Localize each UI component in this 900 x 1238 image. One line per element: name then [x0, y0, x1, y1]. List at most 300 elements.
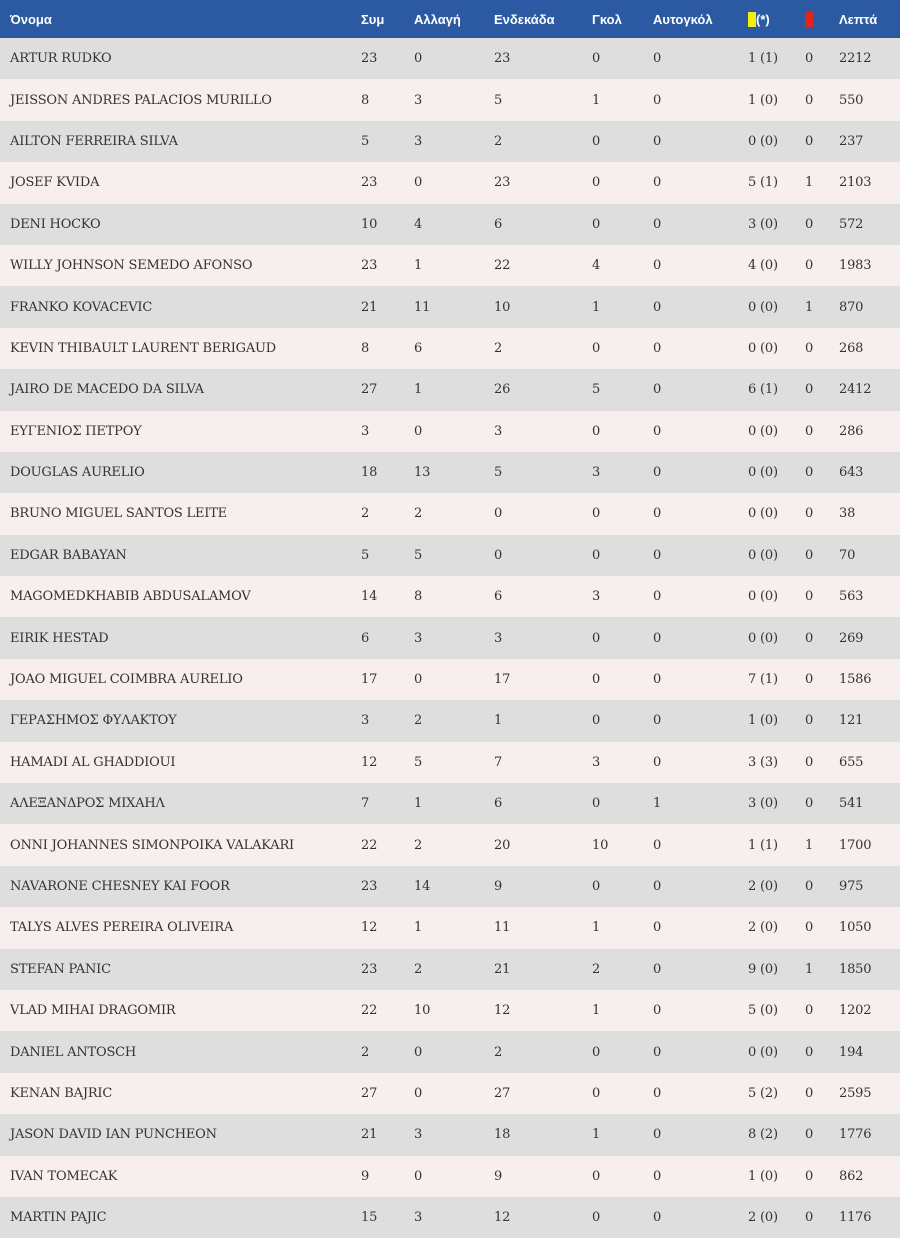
player-minutes: 862	[839, 1168, 864, 1184]
player-goals: 2	[592, 961, 601, 977]
player-red-cards: 0	[805, 1127, 814, 1143]
player-apps: 6	[361, 630, 370, 646]
table-row	[0, 369, 900, 410]
player-own-goals: 0	[653, 589, 662, 605]
player-apps: 3	[361, 423, 370, 439]
player-subs: 6	[414, 340, 423, 356]
player-red-cards: 0	[805, 672, 814, 688]
player-yellow-cards: 0 (0)	[748, 506, 778, 522]
player-goals: 1	[592, 92, 601, 108]
player-own-goals: 0	[653, 754, 662, 770]
player-yellow-cards: 6 (1)	[748, 382, 778, 398]
player-starts: 2	[494, 133, 503, 149]
player-goals: 0	[592, 713, 601, 729]
player-subs: 2	[414, 713, 423, 729]
player-minutes: 2412	[839, 382, 872, 398]
table-row	[0, 245, 900, 286]
player-apps: 8	[361, 340, 370, 356]
player-red-cards: 0	[805, 465, 814, 481]
player-own-goals: 0	[653, 1210, 662, 1226]
player-red-cards: 0	[805, 920, 814, 936]
red-card-icon	[805, 12, 813, 27]
player-own-goals: 0	[653, 879, 662, 894]
player-apps: 17	[361, 672, 378, 688]
table-row	[0, 1156, 900, 1197]
player-name[interactable]: JAIRO DE MACEDO DA SILVA	[10, 382, 204, 398]
player-name[interactable]: JASON DAVID IAN PUNCHEON	[10, 1127, 217, 1143]
player-subs: 1	[414, 382, 423, 398]
player-minutes: 121	[839, 713, 864, 729]
player-yellow-cards: 0 (0)	[748, 547, 778, 563]
player-subs: 0	[414, 175, 423, 191]
player-name[interactable]: HAMADI AL GHADDIOUI	[10, 754, 176, 770]
player-red-cards: 0	[805, 92, 814, 108]
player-red-cards: 0	[805, 547, 814, 563]
player-subs: 3	[414, 1210, 423, 1226]
table-row	[0, 535, 900, 576]
player-yellow-cards: 2 (0)	[748, 879, 778, 894]
player-subs: 4	[414, 216, 423, 232]
player-starts: 20	[494, 837, 511, 853]
player-goals: 10	[592, 837, 609, 853]
player-apps: 23	[361, 51, 378, 67]
player-red-cards: 0	[805, 340, 814, 356]
player-yellow-cards: 4 (0)	[748, 258, 778, 274]
player-apps: 18	[361, 465, 378, 481]
player-red-cards: 0	[805, 133, 814, 149]
player-yellow-cards: 1 (0)	[748, 1168, 778, 1184]
player-goals: 0	[592, 340, 601, 356]
player-name[interactable]: KEVIN THIBAULT LAURENT BERIGAUD	[10, 340, 277, 356]
player-goals: 1	[592, 1127, 601, 1143]
player-starts: 0	[494, 506, 503, 522]
player-name[interactable]: DENI HOCKO	[10, 216, 101, 232]
player-goals: 0	[592, 630, 601, 646]
player-own-goals: 0	[653, 175, 662, 191]
header-minutes[interactable]: Λεπτά	[839, 11, 878, 27]
player-subs: 1	[414, 258, 423, 274]
player-yellow-cards: 1 (1)	[748, 51, 778, 67]
player-subs: 0	[414, 1044, 423, 1060]
table-body	[0, 38, 900, 1238]
player-minutes: 563	[839, 589, 864, 605]
header-yellow-cards[interactable]	[748, 0, 805, 38]
player-own-goals: 0	[653, 1003, 662, 1019]
table-row	[0, 38, 900, 79]
player-goals: 0	[592, 672, 601, 688]
player-subs: 5	[414, 754, 423, 770]
table-row	[0, 700, 900, 741]
player-name[interactable]: FRANKO KOVACEVIC	[10, 299, 153, 315]
player-goals: 0	[592, 1044, 601, 1060]
player-minutes: 550	[839, 92, 864, 108]
player-yellow-cards: 5 (1)	[748, 175, 778, 191]
player-name[interactable]: MAGOMEDKHABIB ABDUSALAMOV	[10, 589, 251, 605]
player-subs: 1	[414, 796, 423, 812]
player-starts: 6	[494, 796, 503, 812]
header-starts[interactable]: Ενδεκάδα	[494, 11, 555, 27]
player-own-goals: 0	[653, 1085, 662, 1101]
player-yellow-cards: 1 (0)	[748, 92, 778, 108]
player-name[interactable]: JOSEF KVIDA	[10, 175, 100, 191]
player-goals: 3	[592, 589, 601, 605]
player-red-cards: 0	[805, 713, 814, 729]
player-name[interactable]: BRUNO MIGUEL SANTOS LEITE	[10, 506, 227, 522]
player-name[interactable]: EIRIK HESTAD	[10, 630, 109, 646]
player-minutes: 269	[839, 630, 864, 646]
player-own-goals: 0	[653, 92, 662, 108]
player-starts: 1	[494, 713, 503, 729]
player-apps: 27	[361, 382, 378, 398]
player-own-goals: 0	[653, 299, 662, 315]
player-minutes: 541	[839, 796, 864, 812]
table-row	[0, 1031, 900, 1072]
player-red-cards: 1	[805, 961, 814, 977]
player-own-goals: 0	[653, 51, 662, 67]
player-goals: 0	[592, 1210, 601, 1226]
player-red-cards: 0	[805, 216, 814, 232]
table-row	[0, 411, 900, 452]
player-starts: 23	[494, 51, 511, 67]
player-yellow-cards: 3 (0)	[748, 796, 778, 812]
player-yellow-cards: 5 (0)	[748, 1003, 778, 1019]
player-yellow-cards: 3 (3)	[748, 754, 778, 770]
player-red-cards: 0	[805, 754, 814, 770]
player-minutes: 2595	[839, 1085, 872, 1101]
player-goals: 1	[592, 920, 601, 936]
player-subs: 2	[414, 837, 423, 853]
player-goals: 0	[592, 216, 601, 232]
player-yellow-cards: 0 (0)	[748, 133, 778, 149]
player-apps: 7	[361, 796, 370, 812]
header-subs[interactable]: Αλλαγή	[414, 11, 461, 27]
player-red-cards: 1	[805, 175, 814, 191]
player-red-cards: 0	[805, 382, 814, 398]
player-red-cards: 0	[805, 1210, 814, 1226]
player-own-goals: 0	[653, 713, 662, 729]
table-row	[0, 990, 900, 1031]
player-minutes: 1176	[839, 1210, 872, 1226]
table-row	[0, 659, 900, 700]
header-yellow-suffix: (*)	[756, 11, 770, 27]
player-name[interactable]: AILTON FERREIRA SILVA	[10, 133, 178, 149]
player-yellow-cards: 2 (0)	[748, 920, 778, 936]
player-red-cards: 0	[805, 423, 814, 439]
player-apps: 23	[361, 879, 378, 894]
player-subs: 8	[414, 589, 423, 605]
table-row	[0, 949, 900, 990]
player-subs: 3	[414, 630, 423, 646]
player-yellow-cards: 8 (2)	[748, 1127, 778, 1143]
player-name[interactable]: VLAD MIHAI DRAGOMIR	[10, 1003, 176, 1019]
player-subs: 5	[414, 547, 423, 563]
player-apps: 10	[361, 216, 378, 232]
table-row	[0, 1197, 900, 1238]
player-yellow-cards: 1 (1)	[748, 837, 778, 853]
table-row	[0, 576, 900, 617]
player-minutes: 268	[839, 340, 864, 356]
player-starts: 11	[494, 920, 511, 936]
player-subs: 13	[414, 465, 431, 481]
player-goals: 0	[592, 1085, 601, 1101]
player-yellow-cards: 2 (0)	[748, 1210, 778, 1226]
player-goals: 3	[592, 465, 601, 481]
player-yellow-cards: 3 (0)	[748, 216, 778, 232]
player-apps: 21	[361, 1127, 378, 1143]
player-goals: 0	[592, 175, 601, 191]
player-subs: 2	[414, 961, 423, 977]
player-starts: 26	[494, 382, 511, 398]
player-red-cards: 0	[805, 506, 814, 522]
player-name[interactable]: ΑΛΕΞΑΝΔΡΟΣ ΜΙΧΑΗΛ	[10, 796, 165, 812]
player-own-goals: 0	[653, 837, 662, 853]
player-minutes: 38	[839, 506, 856, 522]
player-red-cards: 0	[805, 879, 814, 894]
player-starts: 5	[494, 92, 503, 108]
player-name[interactable]: DANIEL ANTOSCH	[10, 1044, 137, 1060]
yellow-card-icon	[748, 12, 756, 27]
player-apps: 12	[361, 920, 378, 936]
table-row	[0, 907, 900, 948]
player-starts: 10	[494, 299, 511, 315]
table-row	[0, 204, 900, 245]
player-subs: 3	[414, 1127, 423, 1143]
player-yellow-cards: 1 (0)	[748, 713, 778, 729]
player-goals: 0	[592, 51, 601, 67]
player-minutes: 286	[839, 423, 864, 439]
player-own-goals: 0	[653, 630, 662, 646]
player-starts: 12	[494, 1210, 511, 1226]
player-goals: 1	[592, 299, 601, 315]
player-subs: 0	[414, 423, 423, 439]
player-goals: 3	[592, 754, 601, 770]
player-yellow-cards: 0 (0)	[748, 299, 778, 315]
table-row	[0, 742, 900, 783]
player-yellow-cards: 0 (0)	[748, 423, 778, 439]
player-subs: 3	[414, 133, 423, 149]
player-starts: 9	[494, 879, 503, 894]
player-red-cards: 0	[805, 630, 814, 646]
player-yellow-cards: 7 (1)	[748, 672, 778, 688]
player-name[interactable]: NAVARONE CHESNEY KAI FOOR	[10, 879, 230, 894]
player-starts: 12	[494, 1003, 511, 1019]
player-subs: 0	[414, 672, 423, 688]
player-minutes: 70	[839, 547, 856, 563]
player-yellow-cards: 5 (2)	[748, 1085, 778, 1101]
player-starts: 9	[494, 1168, 503, 1184]
player-subs: 1	[414, 920, 423, 936]
player-own-goals: 0	[653, 465, 662, 481]
table-row	[0, 1073, 900, 1114]
table-row	[0, 121, 900, 162]
player-minutes: 2212	[839, 51, 872, 67]
player-name[interactable]: TALYS ALVES PEREIRA OLIVEIRA	[10, 920, 234, 936]
header-apps[interactable]: Συμ	[361, 11, 385, 27]
player-red-cards: 0	[805, 1044, 814, 1060]
player-red-cards: 1	[805, 837, 814, 853]
player-minutes: 1202	[839, 1003, 872, 1019]
player-minutes: 643	[839, 465, 864, 481]
player-own-goals: 0	[653, 382, 662, 398]
table-row	[0, 824, 900, 865]
player-starts: 6	[494, 589, 503, 605]
player-starts: 0	[494, 547, 503, 563]
player-apps: 22	[361, 1003, 378, 1019]
player-apps: 23	[361, 175, 378, 191]
player-goals: 0	[592, 506, 601, 522]
player-red-cards: 0	[805, 1085, 814, 1101]
player-apps: 23	[361, 258, 378, 274]
player-own-goals: 0	[653, 672, 662, 688]
player-minutes: 1850	[839, 961, 872, 977]
table-header-row	[0, 0, 900, 38]
player-yellow-cards: 0 (0)	[748, 340, 778, 356]
player-minutes: 572	[839, 216, 864, 232]
player-goals: 0	[592, 423, 601, 439]
player-apps: 9	[361, 1168, 370, 1184]
player-starts: 3	[494, 630, 503, 646]
player-name[interactable]: ΓΕΡΑΣΗΜΟΣ ΦΥΛΑΚΤΟΥ	[10, 713, 177, 729]
player-subs: 10	[414, 1003, 431, 1019]
player-subs: 14	[414, 879, 431, 894]
player-minutes: 1050	[839, 920, 872, 936]
header-red-cards[interactable]	[805, 0, 839, 38]
player-apps: 3	[361, 713, 370, 729]
player-starts: 27	[494, 1085, 511, 1101]
table-row	[0, 452, 900, 493]
player-own-goals: 1	[653, 796, 662, 812]
player-own-goals: 0	[653, 1127, 662, 1143]
player-goals: 0	[592, 547, 601, 563]
table-row	[0, 162, 900, 203]
player-own-goals: 0	[653, 258, 662, 274]
player-subs: 11	[414, 299, 431, 315]
player-apps: 14	[361, 589, 378, 605]
table-row	[0, 493, 900, 534]
player-yellow-cards: 0 (0)	[748, 465, 778, 481]
player-own-goals: 0	[653, 133, 662, 149]
player-own-goals: 0	[653, 216, 662, 232]
player-name[interactable]: DOUGLAS AURELIO	[10, 465, 145, 481]
player-minutes: 2103	[839, 175, 872, 191]
player-minutes: 870	[839, 299, 864, 315]
player-starts: 18	[494, 1127, 511, 1143]
player-own-goals: 0	[653, 423, 662, 439]
player-subs: 0	[414, 1085, 423, 1101]
player-subs: 3	[414, 92, 423, 108]
player-minutes: 194	[839, 1044, 864, 1060]
player-apps: 21	[361, 299, 378, 315]
player-goals: 1	[592, 1003, 601, 1019]
player-starts: 17	[494, 672, 511, 688]
header-name[interactable]: Όνομα	[10, 11, 52, 27]
table-row	[0, 866, 900, 907]
player-goals: 0	[592, 1168, 601, 1184]
table-row	[0, 79, 900, 120]
player-goals: 0	[592, 796, 601, 812]
player-own-goals: 0	[653, 547, 662, 563]
player-own-goals: 0	[653, 961, 662, 977]
player-goals: 0	[592, 133, 601, 149]
player-yellow-cards: 0 (0)	[748, 630, 778, 646]
player-name[interactable]: ONNI JOHANNES SIMONPOIKA VALAKARI	[10, 837, 294, 853]
player-apps: 5	[361, 133, 370, 149]
player-own-goals: 0	[653, 340, 662, 356]
player-apps: 2	[361, 506, 370, 522]
player-starts: 6	[494, 216, 503, 232]
player-name[interactable]: JEISSON ANDRES PALACIOS MURILLO	[10, 92, 272, 108]
player-name[interactable]: IVAN TOMECAK	[10, 1168, 118, 1184]
player-apps: 8	[361, 92, 370, 108]
player-apps: 27	[361, 1085, 378, 1101]
player-own-goals: 0	[653, 506, 662, 522]
player-apps: 15	[361, 1210, 378, 1226]
table-row	[0, 783, 900, 824]
player-minutes: 1776	[839, 1127, 872, 1143]
player-goals: 0	[592, 879, 601, 894]
player-red-cards: 0	[805, 796, 814, 812]
player-apps: 2	[361, 1044, 370, 1060]
player-minutes: 1700	[839, 837, 872, 853]
player-name[interactable]: EDGAR BABAYAN	[10, 547, 127, 563]
player-name[interactable]: STEFAN PANIC	[10, 961, 111, 977]
player-goals: 4	[592, 258, 601, 274]
player-red-cards: 0	[805, 1003, 814, 1019]
header-own-goals[interactable]: Αυτογκόλ	[653, 11, 713, 27]
player-minutes: 1983	[839, 258, 872, 274]
player-name[interactable]: JOAO MIGUEL COIMBRA AURELIO	[10, 672, 243, 688]
player-subs: 0	[414, 1168, 423, 1184]
player-apps: 12	[361, 754, 378, 770]
player-apps: 22	[361, 837, 378, 853]
player-yellow-cards: 9 (0)	[748, 961, 778, 977]
table-row	[0, 286, 900, 327]
player-minutes: 237	[839, 133, 864, 149]
player-own-goals: 0	[653, 1168, 662, 1184]
player-starts: 22	[494, 258, 511, 274]
header-goals[interactable]: Γκολ	[592, 11, 622, 27]
player-red-cards: 0	[805, 51, 814, 67]
player-name[interactable]: WILLY JOHNSON SEMEDO AFONSO	[10, 258, 253, 274]
player-red-cards: 1	[805, 299, 814, 315]
player-name[interactable]: KENAN BAJRIC	[10, 1085, 113, 1101]
player-own-goals: 0	[653, 1044, 662, 1060]
player-own-goals: 0	[653, 920, 662, 936]
player-minutes: 975	[839, 879, 864, 894]
player-yellow-cards: 0 (0)	[748, 589, 778, 605]
player-goals: 5	[592, 382, 601, 398]
player-starts: 3	[494, 423, 503, 439]
player-red-cards: 0	[805, 1168, 814, 1184]
player-minutes: 655	[839, 754, 864, 770]
player-name[interactable]: MARTIN PAJIC	[10, 1210, 107, 1226]
player-minutes: 1586	[839, 672, 872, 688]
player-red-cards: 0	[805, 589, 814, 605]
player-starts: 2	[494, 340, 503, 356]
table-row	[0, 1114, 900, 1155]
player-starts: 5	[494, 465, 503, 481]
player-name[interactable]: ARTUR RUDKO	[10, 51, 112, 67]
player-name[interactable]: ΕΥΓΕΝΙΟΣ ΠΕΤΡΟΥ	[10, 423, 142, 439]
table-row	[0, 328, 900, 369]
player-apps: 23	[361, 961, 378, 977]
player-yellow-cards: 0 (0)	[748, 1044, 778, 1060]
player-starts: 7	[494, 754, 503, 770]
player-subs: 2	[414, 506, 423, 522]
table-row	[0, 617, 900, 658]
player-subs: 0	[414, 51, 423, 67]
player-starts: 21	[494, 961, 511, 977]
